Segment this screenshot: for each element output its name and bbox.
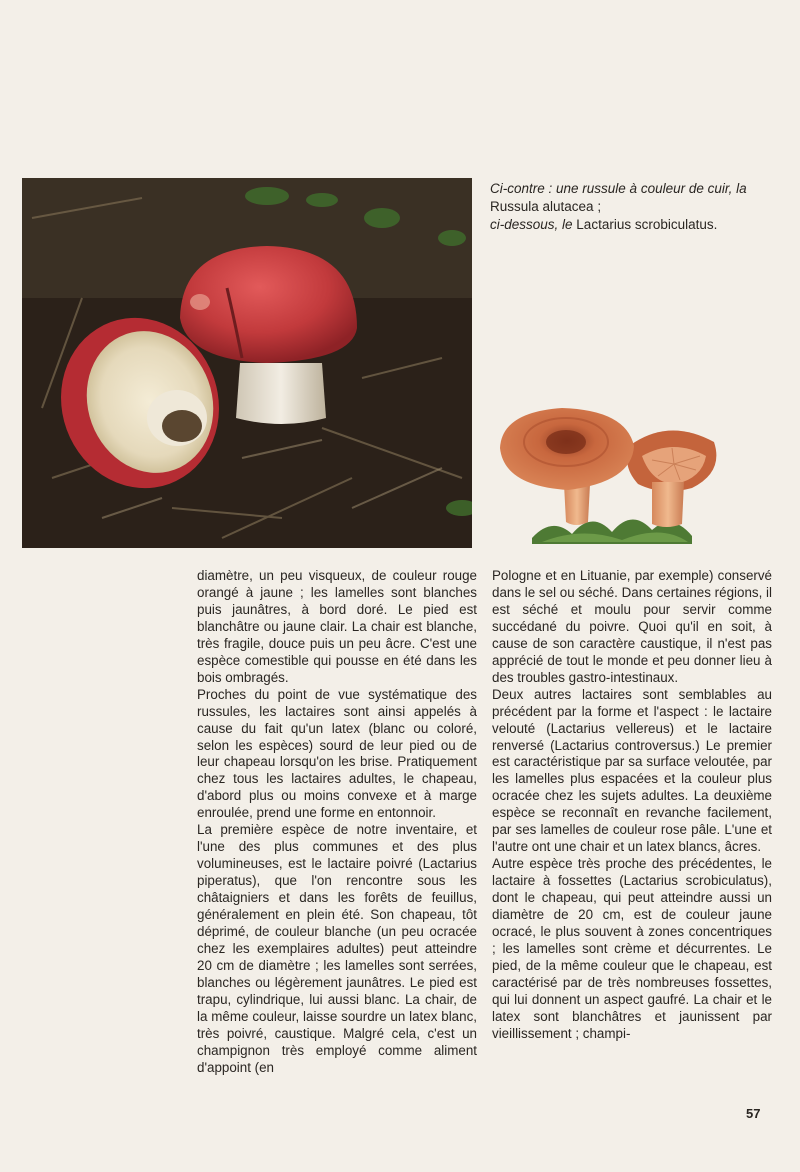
paragraph: Autre espèce très proche des précédentes, le lactaire à fossettes (Lactarius scrobiculatus), dont le chapeau, qui peut atteindre aussi un diamètre de 20 cm, est de couleur jaune ocracé, le plus souvent à zones concentriques ; les lamelles sont crème et décurrentes. Le pied, de la même couleur que le chapeau, est caractérisé par de très nombreuses fossettes, qui lui donnent un aspect gaufré. La chair et le latex sont blanchâtres et jaunissent par vieillissement ; champi- — [492, 856, 772, 1041]
lactarius-illustration-drawing — [492, 398, 728, 548]
figure-caption — [490, 180, 790, 234]
text-column-left — [197, 568, 477, 1077]
paragraph: Deux autres lactaires sont semblables au précédent par la forme et l'aspect : le lactaire velouté (Lactarius vellereus) et le lactaire renversé (Lactarius controversus.) Le premier est caractéristique par sa surface veloutée, par les lamelles plus espacées et la couleur plus ocracée chez les sujets adultes. La deuxième espèce se reconnaît en revanche facilement, par ses lamelles de couleur rose pâle. L'une et l'autre ont une chair et un latex blancs, âcres. — [492, 686, 772, 855]
paragraph: Pologne et en Lituanie, par exemple) conservé dans le sel ou séché. Dans certaines régions, il est séché et moulu pour servir comme succédané du poivre. Quoi qu'il en soit, à cause de son caractère caustique, il n'est pas apprécié de tout le monde et peu donner lieu à des troubles gastro-intestinaux. — [492, 568, 772, 685]
paragraph: Proches du point de vue systématique des russules, les lactaires sont ainsi appelés à cause du fait qu'un latex (blanc ou coloré, selon les espèces) sourd de leur pied ou de leur chapeau lorsqu'on les brise. Pratiquement chez tous les lactaires adultes, le chapeau, d'abord plus ou moins convexe et à marge enroulée, prend une forme en entonnoir. — [197, 686, 477, 821]
paragraph: diamètre, un peu visqueux, de couleur rouge orangé à jaune ; les lamelles sont blanches puis jaunâtres, à bord doré. Le pied est blanchâtre ou jaune clair. La chair est blanche, très fragile, douce puis un peu âcre. C'est une espèce comestible qui pousse en été dans les bois ombragés. — [197, 568, 477, 685]
caption-line-1-italic: Ci-contre : une russule à couleur de cuir, la — [490, 181, 747, 196]
caption-line-2 — [490, 216, 790, 234]
lactarius-illustration — [492, 398, 728, 548]
caption-line-1 — [490, 180, 790, 216]
russula-photo-drawing — [22, 178, 472, 548]
caption-line-1-species: Russula alutacea ; — [490, 199, 602, 214]
caption-line-2-species: Lactarius scrobiculatus. — [572, 217, 718, 232]
russula-photo — [22, 178, 472, 548]
caption-line-2-italic: ci-dessous, le — [490, 217, 573, 232]
page-number: 57 — [746, 1106, 761, 1121]
paragraph: La première espèce de notre inventaire, et l'une des plus communes et des plus volumineuses, est le lactaire poivré (Lactarius piperatus), que l'on rencontre sous les châtaigniers et dans les forêts de feuillus, généralement en plein été. Son chapeau, tôt déprimé, de couleur blanche (un peu ocracée chez les exemplaires adultes) peut atteindre 20 cm de diamètre ; les lamelles sont serrées, blanches ou légèrement jaunâtres. Le pied est trapu, cylindrique, lui aussi blanc. La chair, de la même couleur, laisse sourdre un latex blanc, très poivré, caustique. Malgré cela, c'est un champignon très employé comme aliment d'appoint (en — [197, 822, 477, 1075]
text-column-right — [492, 568, 772, 1043]
